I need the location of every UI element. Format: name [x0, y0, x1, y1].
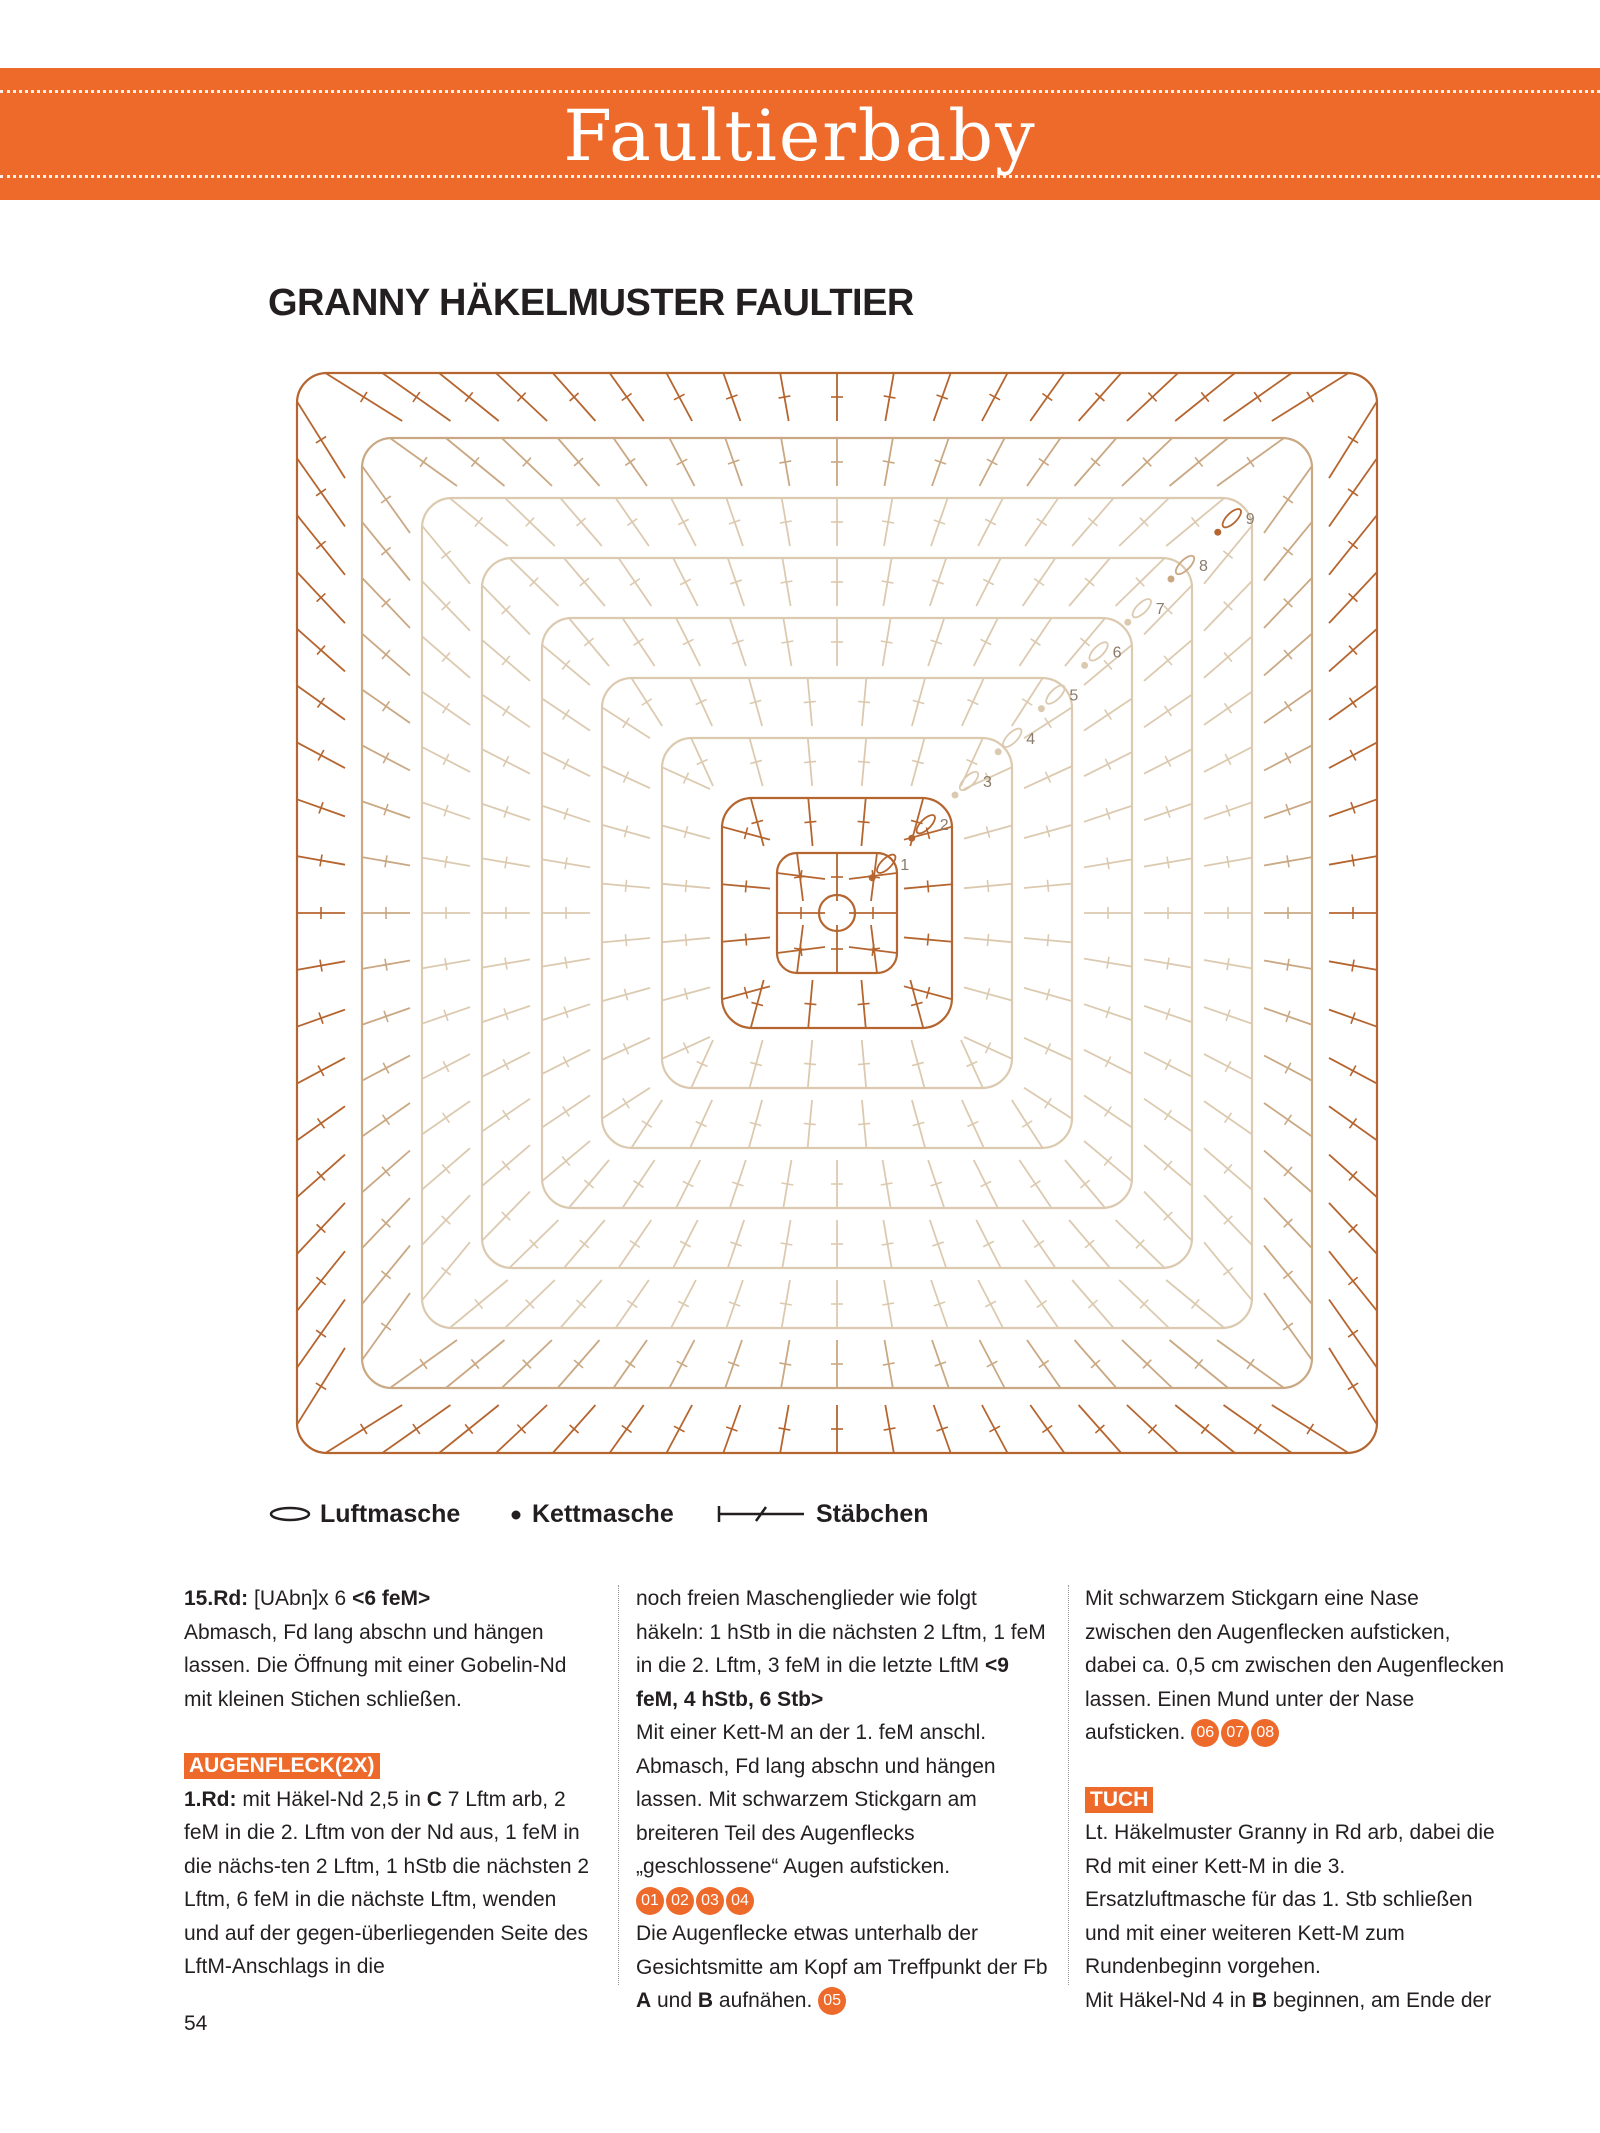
dc-tick — [1105, 710, 1112, 720]
dc-tick — [1105, 1106, 1112, 1116]
dc-tick — [565, 857, 567, 869]
round-number-label: 7 — [1155, 601, 1165, 619]
dc-tick — [685, 880, 686, 892]
chain-stitch — [914, 812, 938, 836]
dc-tick — [1247, 457, 1254, 467]
dc-tick — [630, 1241, 640, 1248]
closing-paragraph: Abmasch, Fd lang abschn und hängen lassen. Die Öffnung mit einer Gobelin-Nd mit kleinen Stichen schließen. — [184, 1620, 567, 1711]
dc-tick — [381, 1323, 391, 1330]
slip-stitch — [1214, 529, 1221, 536]
dc-tick — [563, 710, 570, 720]
dc-tick — [780, 521, 792, 523]
dc-tick — [316, 489, 326, 496]
dc-tick — [1254, 392, 1261, 402]
dc-tick — [465, 1424, 473, 1433]
dc-tick — [745, 880, 746, 892]
dc-tick — [1167, 857, 1169, 869]
chain-stitch — [1220, 506, 1244, 530]
slip-stitch — [908, 835, 915, 842]
dc-tick — [685, 934, 686, 946]
dc-tick — [927, 880, 928, 892]
dc-tick — [1225, 1113, 1232, 1123]
dc-tick — [882, 521, 894, 523]
dc-tick — [858, 761, 870, 762]
dc-tick — [1227, 856, 1229, 868]
dc-tick — [383, 753, 389, 764]
dc-tick — [383, 1115, 390, 1125]
step-badge: 06 — [1191, 1719, 1219, 1747]
dc-tick — [563, 1106, 570, 1116]
dc-tick — [881, 641, 893, 643]
dc-tick — [987, 934, 988, 946]
dc-tick — [1350, 1118, 1357, 1128]
section-tag-augenfleck: AUGENFLECK(2X) — [184, 1753, 380, 1779]
dc-tick — [413, 1424, 420, 1434]
dc-tick — [781, 641, 793, 643]
dc-tick — [804, 1003, 816, 1004]
dc-tick — [989, 1426, 1000, 1432]
crochet-chart — [262, 338, 1412, 1488]
dc-tick — [858, 1063, 870, 1064]
dc-tick — [1030, 639, 1040, 646]
dc-tick — [1039, 459, 1049, 466]
round-15-paragraph: 15.Rd: [UAbn]x 6 <6 feM> — [184, 1587, 431, 1610]
dc-tick — [1225, 703, 1232, 713]
dc-tick — [1030, 1181, 1040, 1188]
step-badge: 05 — [818, 1987, 846, 2015]
dc-tick — [989, 394, 1000, 400]
dc-tick — [503, 1110, 510, 1120]
dc-tick — [1283, 1323, 1293, 1330]
dc-tick — [804, 821, 816, 822]
text-column-2 — [636, 1582, 1048, 2018]
dc-tick — [318, 1118, 325, 1128]
text-column-3 — [1085, 1582, 1505, 2017]
dc-tick — [625, 880, 626, 892]
text-column-1 — [184, 1582, 594, 1984]
chain-stitch — [1043, 683, 1067, 707]
dc-tick — [677, 1361, 688, 1367]
dc-tick — [1022, 699, 1032, 705]
dc-tick — [320, 855, 322, 867]
step-badge: 08 — [1251, 1719, 1279, 1747]
dc-tick — [1247, 1359, 1254, 1369]
page-number: 54 — [184, 2012, 208, 2035]
dc-tick — [1034, 579, 1044, 586]
dc-tick — [1047, 934, 1048, 946]
col2-paragraph-c: Die Augenflecke etwas unterhalb der Gesichtsmitte am Kopf am Treffpunkt der Fb A und B aufnähen. 05 — [636, 1917, 1048, 2018]
round-number-label: 1 — [900, 856, 910, 874]
slip-stitch — [1124, 619, 1131, 626]
slip-stitch — [1081, 662, 1088, 669]
dc-tick — [316, 1383, 326, 1389]
dc-tick — [745, 934, 746, 946]
dc-tick — [800, 944, 801, 956]
dc-tick — [1045, 1098, 1051, 1108]
dc-tick — [882, 1243, 894, 1245]
dc-tick — [1348, 489, 1358, 496]
dc-tick — [503, 706, 510, 716]
step-badge: 01 — [636, 1887, 664, 1915]
dc-tick — [858, 1003, 870, 1004]
dc-tick — [884, 1428, 896, 1430]
dc-tick — [320, 960, 322, 972]
dc-tick — [622, 1426, 632, 1433]
dc-tick — [804, 761, 816, 762]
dc-tick — [318, 698, 325, 708]
dc-tick — [781, 1183, 793, 1185]
dc-tick — [1022, 1121, 1032, 1127]
dc-tick — [634, 1181, 644, 1188]
chain-stitch — [1173, 553, 1197, 577]
dc-tick — [1227, 958, 1229, 970]
dc-tick — [1307, 1424, 1313, 1434]
dc-tick — [868, 948, 880, 949]
dc-tick — [781, 1243, 793, 1245]
dc-tick — [1201, 392, 1209, 401]
column-divider — [618, 1585, 619, 1985]
dc-tick — [677, 459, 688, 465]
dc-tick — [1034, 1241, 1044, 1248]
dc-tick — [318, 1065, 324, 1076]
dc-tick — [623, 718, 629, 728]
eye-round-1-paragraph: 1.Rd: mit Häkel-Nd 2,5 in C 7 Lftm arb, 2 feM in die 2. Lftm von der Nd aus, 1 feM in die nächs-ten 2 Lftm, 1 hStb die nächsten 2 Lftm, 6 feM in die nächste Lftm, wenden und auf der gegen-überliegenden Seite des LftM-Anschlags in die — [184, 1787, 590, 1978]
dc-tick — [413, 392, 420, 402]
chain-stitch — [1000, 726, 1024, 750]
dc-tick — [1045, 718, 1051, 728]
dc-tick — [1285, 1115, 1292, 1125]
round-number-label: 5 — [1069, 687, 1079, 705]
column-divider — [1068, 1585, 1069, 1985]
chart-title: GRANNY HÄKELMUSTER FAULTIER — [268, 282, 914, 324]
dc-tick — [1348, 1383, 1358, 1389]
legend-chain — [268, 1496, 460, 1532]
dc-tick — [858, 821, 870, 822]
col3-paragraph-c: Mit Häkel-Nd 4 in B beginnen, am Ende der — [1085, 1988, 1492, 2012]
dc-tick — [882, 581, 894, 583]
dc-tick — [316, 1330, 326, 1337]
chain-stitch — [1130, 596, 1154, 620]
round-number-label: 2 — [939, 817, 949, 835]
dc-tick — [1042, 394, 1052, 401]
dc-tick — [465, 392, 473, 401]
page-title: Faultierbaby — [563, 95, 1037, 177]
dc-tick — [1350, 698, 1357, 708]
round-outline — [662, 738, 1012, 1088]
slip-stitch — [995, 748, 1002, 755]
dc-tick — [1037, 519, 1047, 526]
dc-tick — [1107, 857, 1109, 869]
dc-tick — [800, 870, 801, 882]
slip-stitch — [952, 792, 959, 799]
step-badge: 03 — [696, 1887, 724, 1915]
dc-tick — [674, 394, 685, 400]
dc-tick — [987, 459, 998, 465]
dc-tick — [882, 1303, 894, 1305]
dc-tick — [1348, 541, 1357, 549]
dc-tick — [804, 1063, 816, 1064]
dc-tick — [1352, 855, 1354, 867]
dc-tick — [1285, 701, 1292, 711]
dc-tick — [420, 457, 427, 467]
dc-tick — [381, 496, 391, 503]
dc-tick — [630, 579, 640, 586]
dc-tick — [385, 959, 387, 971]
dc-tick — [316, 541, 325, 549]
dc-tick — [1165, 1110, 1172, 1120]
dc-tick — [674, 1426, 685, 1432]
dc-tick — [779, 1428, 791, 1430]
dc-tick — [804, 701, 816, 702]
dc-tick — [385, 855, 387, 867]
dc-tick — [1107, 957, 1109, 969]
dc-tick — [627, 519, 637, 526]
round-outline — [602, 678, 1072, 1148]
dc-tick — [781, 581, 793, 583]
slip-stitch — [869, 874, 876, 881]
dc-tick — [1285, 1063, 1291, 1074]
slip-stitch — [1038, 705, 1045, 712]
dc-tick — [1254, 1424, 1261, 1434]
dc-tick — [625, 459, 635, 466]
dc-tick — [1348, 437, 1358, 443]
dc-tick — [445, 856, 447, 868]
legend-chain-label: Luftmasche — [320, 1499, 461, 1528]
dc-tick — [627, 1301, 637, 1308]
dc-tick — [987, 880, 988, 892]
dc-tick — [883, 1363, 895, 1365]
dc-tick — [316, 1277, 325, 1285]
dc-tick — [779, 1363, 791, 1365]
dc-tick — [1167, 958, 1169, 970]
legend-dc-label: Stäbchen — [816, 1499, 929, 1528]
dc-tick — [1201, 1424, 1209, 1433]
dc-tick — [505, 958, 507, 970]
dc-tick — [1283, 496, 1293, 503]
dc-tick — [625, 934, 626, 946]
dc-tick — [443, 703, 450, 713]
dc-tick — [779, 461, 791, 463]
dc-tick — [1047, 880, 1048, 892]
dc-tick — [318, 750, 324, 761]
dc-tick — [1350, 750, 1356, 761]
dc-tick — [1037, 1301, 1047, 1308]
dc-tick — [883, 461, 895, 463]
dc-tick — [884, 396, 896, 398]
round-number-label: 6 — [1112, 644, 1122, 662]
step-badge: 02 — [666, 1887, 694, 1915]
dc-tick — [383, 1063, 389, 1074]
chain-stitch-icon — [268, 1504, 312, 1524]
dc-tick — [1039, 1361, 1049, 1368]
dc-tick — [1350, 1065, 1356, 1076]
col2-paragraph-a: noch freien Maschenglieder wie folgt häkeln: 1 hStb in die nächsten 2 Lftm, 1 feM in die 2. Lftm, 3 feM in die letzte LftM <9 feM, 4 hStb, 6 Stb> — [636, 1587, 1046, 1711]
round-number-label: 3 — [983, 774, 992, 791]
dc-tick — [443, 1113, 450, 1123]
dc-tick — [1042, 1426, 1052, 1433]
dc-tick — [804, 1123, 816, 1124]
dc-tick — [565, 957, 567, 969]
slip-stitch — [1168, 576, 1175, 583]
col2-paragraph-b: Mit einer Kett-M an der 1. feM anschl. Abmasch, Fd lang abschn und hängen lassen. Mit schwarzem Stickgarn am breiteren Teil des Augenflecks „geschlossene“ Augen aufsticken. — [636, 1721, 996, 1878]
step-badges-1 — [636, 1884, 1048, 1918]
dc-tick — [780, 1303, 792, 1305]
dc-tick — [361, 392, 367, 402]
dc-tick — [858, 701, 870, 702]
dc-tick — [361, 1424, 367, 1434]
dc-tick — [987, 1361, 998, 1367]
section-tag-tuch: TUCH — [1085, 1787, 1153, 1813]
legend-dc — [716, 1496, 929, 1532]
round-number-label: 8 — [1199, 558, 1208, 575]
dc-tick — [625, 1361, 635, 1368]
step-badge: 04 — [726, 1887, 754, 1915]
dc-tick — [420, 1359, 427, 1369]
dc-tick — [634, 639, 644, 646]
dc-tick — [1287, 855, 1289, 867]
col3-paragraph-b: Lt. Häkelmuster Granny in Rd arb, dabei die Rd mit einer Kett-M in die 3. Ersatzluftmasche für das 1. Stb schließen und mit einer weiteren Kett-M zum Rundenbeginn vorgehen. — [1085, 1821, 1495, 1978]
dc-tick — [1285, 753, 1291, 764]
round-number-label: 9 — [1245, 511, 1255, 529]
dc-tick — [1348, 1330, 1358, 1337]
dc-tick — [1287, 959, 1289, 971]
dc-tick — [1165, 706, 1172, 716]
legend-slip — [508, 1496, 674, 1532]
dc-tick — [445, 958, 447, 970]
slip-stitch-icon — [508, 1504, 524, 1524]
dc-tick — [642, 699, 652, 705]
dc-tick — [881, 1183, 893, 1185]
title-banner — [0, 68, 1600, 200]
dc-tick — [858, 1123, 870, 1124]
double-crochet-icon — [716, 1501, 808, 1527]
dc-tick — [316, 437, 326, 443]
dc-tick — [623, 1098, 629, 1108]
legend-slip-label: Kettmasche — [532, 1499, 674, 1528]
round-number-label: 4 — [1026, 730, 1036, 748]
step-badge: 07 — [1221, 1719, 1249, 1747]
dc-tick — [622, 394, 632, 401]
dc-tick — [642, 1121, 652, 1127]
dc-tick — [383, 701, 390, 711]
dc-tick — [1307, 392, 1313, 402]
col3-paragraph-a: Mit schwarzem Stickgarn eine Nase zwischen den Augenflecken aufsticken, dabei ca. 0,5 cm zwischen den Augenflecken lassen. Einen Mund unter der Nase aufsticken. 06 07 08 — [1085, 1582, 1505, 1750]
dc-tick — [1348, 1277, 1357, 1285]
dc-tick — [779, 396, 791, 398]
dc-tick — [927, 934, 928, 946]
dc-tick — [505, 857, 507, 869]
dc-tick — [1352, 960, 1354, 972]
chain-stitch — [957, 769, 981, 793]
chain-stitch — [1087, 639, 1111, 663]
